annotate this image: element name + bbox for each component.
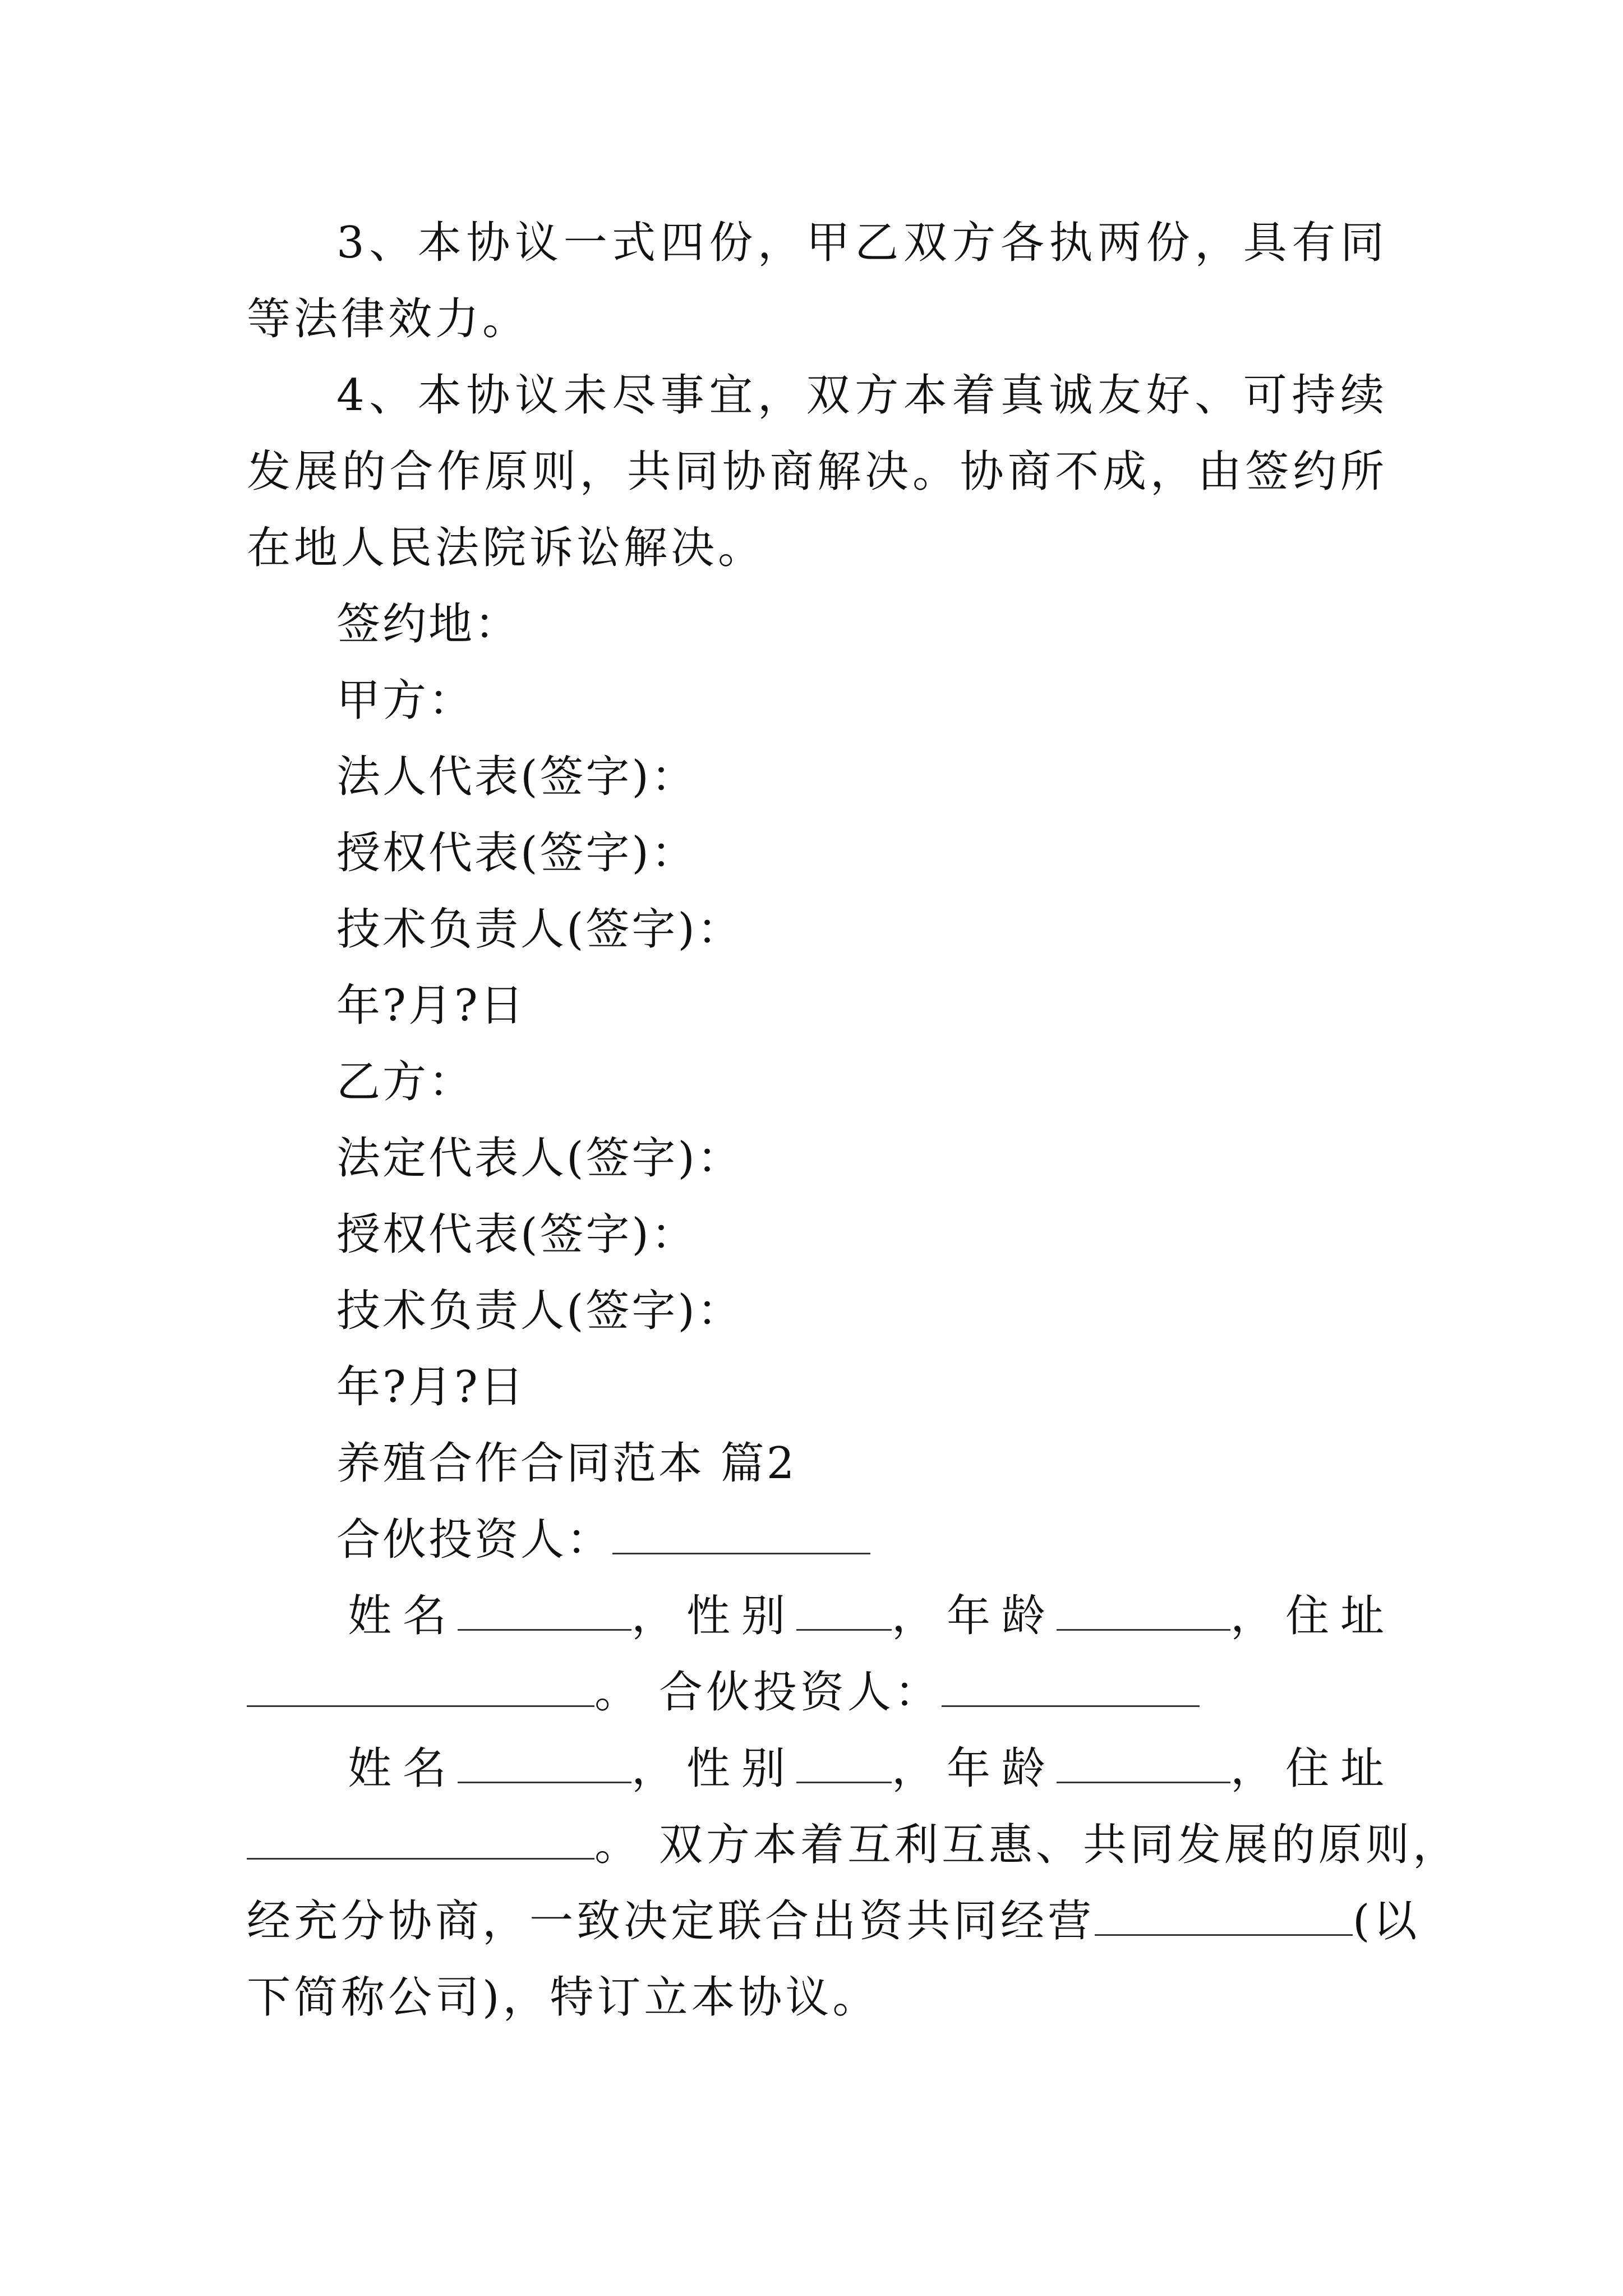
- name-label: 姓名: [348, 1743, 458, 1794]
- address-label: ，住址: [1230, 1743, 1396, 1794]
- name-label: 姓名: [348, 1591, 458, 1641]
- investor-line-1: [247, 1502, 1387, 1578]
- address-blank: [247, 1664, 594, 1707]
- party-b-legal-rep: 法定代表人(签字)：: [336, 1133, 743, 1184]
- party-a-date: 年?月?日: [336, 981, 526, 1031]
- intro-line-3: 下简称公司)，特订立本协议。: [247, 1972, 880, 2023]
- investor-1-address-line: [247, 1654, 1387, 1731]
- intro-line-2: [247, 1883, 1421, 1959]
- investor-blank-2: [942, 1664, 1200, 1707]
- period: 。: [594, 1667, 642, 1718]
- address-blank: [247, 1816, 594, 1860]
- age-blank: [1057, 1740, 1230, 1783]
- investor-2-details: [247, 1731, 1396, 1807]
- investor-2-address-line: [247, 1807, 1460, 1883]
- period: 。: [594, 1820, 642, 1870]
- sex-label: ，性别: [631, 1743, 797, 1794]
- address-label: ，住址: [1230, 1591, 1396, 1641]
- clause-3: 3、本协议一式四份，甲乙双方各执两份，具有同等法律效力。: [247, 218, 1387, 344]
- signing-place: 签约地：: [336, 599, 521, 650]
- party-b-tech-lead: 技术负责人(签字)：: [336, 1286, 743, 1336]
- investor-label: 合伙投资人：: [336, 1515, 613, 1565]
- sex-blank: [796, 1588, 892, 1631]
- party-a-auth-rep: 授权代表(签字)：: [336, 828, 697, 878]
- party-a-legal-rep: 法人代表(签字)：: [336, 752, 697, 802]
- sex-label: ，性别: [631, 1591, 797, 1641]
- intro-text-b: 经充分协商，一致决定联合出资共同经营: [247, 1896, 1095, 1947]
- party-b-auth-rep: 授权代表(签字)：: [336, 1209, 697, 1260]
- age-label: ，年龄: [892, 1743, 1057, 1794]
- age-label: ，年龄: [892, 1591, 1057, 1641]
- investor-label-2: 合伙投资人：: [658, 1667, 942, 1718]
- intro-text-c: (以: [1353, 1896, 1421, 1947]
- sex-blank: [796, 1740, 892, 1783]
- party-a-label: 甲方：: [336, 675, 475, 726]
- party-b-date: 年?月?日: [336, 1362, 526, 1412]
- clause-4: 4、本协议未尽事宜，双方本着真诚友好、可持续发展的合作原则，共同协商解决。协商不成，由签约所在地人民法院诉讼解决。: [247, 370, 1387, 573]
- name-blank: [458, 1740, 631, 1783]
- party-a-tech-lead: 技术负责人(签字)：: [336, 904, 743, 955]
- section-2-title: 养殖合作合同范本 篇2: [336, 1438, 797, 1489]
- investor-1-details: [247, 1578, 1396, 1654]
- party-b-label: 乙方：: [336, 1057, 475, 1107]
- age-blank: [1057, 1588, 1230, 1631]
- investor-blank: [612, 1511, 870, 1554]
- business-blank: [1095, 1893, 1353, 1936]
- name-blank: [458, 1588, 631, 1631]
- document-body: [247, 205, 1460, 2036]
- intro-text-a: 双方本着互利互惠、共同发展的原则，: [658, 1820, 1460, 1870]
